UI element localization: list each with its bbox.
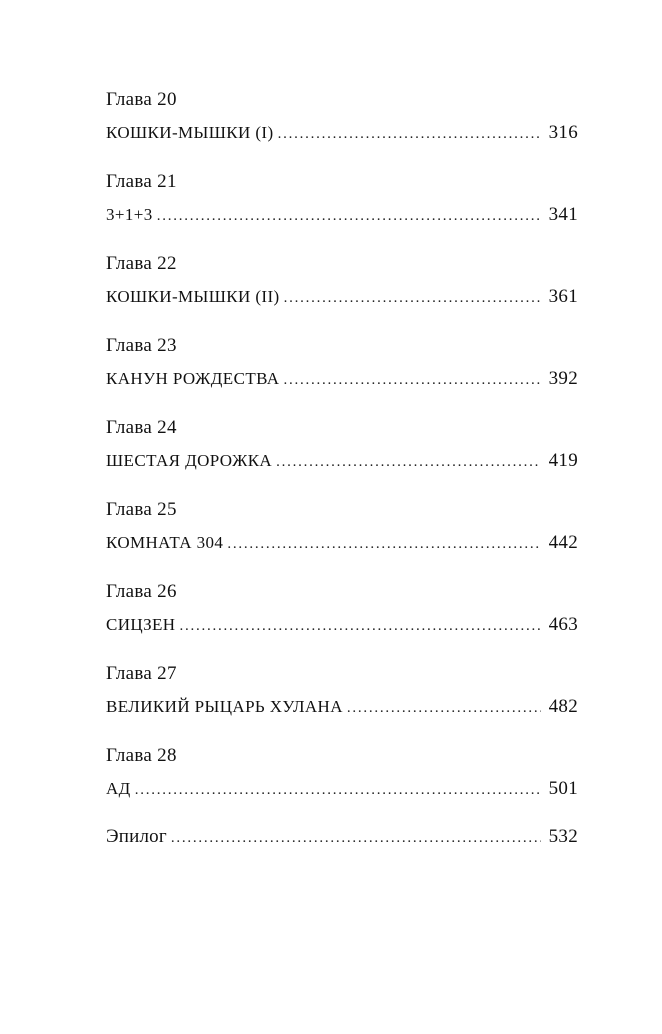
- chapter-label: Глава 21: [106, 171, 177, 192]
- toc-entry-chapter-26: [106, 580, 578, 638]
- toc-entry-chapter-22: [106, 252, 578, 310]
- dot-leader: [284, 285, 541, 311]
- dot-leader: [227, 531, 540, 557]
- toc-line: [106, 612, 578, 638]
- dot-leader: [283, 367, 540, 393]
- toc-entry-chapter-23: [106, 334, 578, 392]
- toc-line: [106, 202, 578, 228]
- chapter-title: КАНУН РОЖДЕСТВА: [106, 369, 280, 388]
- chapter-title: СИЦЗЕН: [106, 615, 176, 634]
- chapter-title: КОШКИ-МЫШКИ (I): [106, 123, 274, 142]
- toc-entry-chapter-20: [106, 88, 578, 146]
- chapter-title: АД: [106, 779, 131, 798]
- dot-leader: [347, 695, 541, 721]
- toc-entry-epilogue: [106, 824, 578, 850]
- chapter-label: Глава 20: [106, 89, 177, 110]
- page-number: 501: [548, 778, 578, 799]
- chapter-title: 3+1+3: [106, 205, 153, 224]
- dot-leader: [171, 825, 541, 851]
- chapter-title: КОШКИ-МЫШКИ (II): [106, 287, 280, 306]
- toc-entry-chapter-27: [106, 662, 578, 720]
- chapter-label: Глава 28: [106, 745, 177, 766]
- page-number: 532: [548, 826, 578, 847]
- page-number: 463: [548, 614, 578, 635]
- page-number: 316: [548, 122, 578, 143]
- toc-line: [106, 530, 578, 556]
- chapter-title: КОМНАТА 304: [106, 533, 224, 552]
- chapter-label: Глава 25: [106, 499, 177, 520]
- toc-entry-chapter-21: [106, 170, 578, 228]
- page-number: 361: [548, 286, 578, 307]
- toc-line: [106, 284, 578, 310]
- page-number: 442: [548, 532, 578, 553]
- toc-line: [106, 448, 578, 474]
- toc-line: [106, 694, 578, 720]
- page-number: 392: [548, 368, 578, 389]
- chapter-label: Глава 24: [106, 417, 177, 438]
- dot-leader: [278, 121, 541, 147]
- toc-entry-chapter-25: [106, 498, 578, 556]
- page-number: 482: [548, 696, 578, 717]
- page-number: 341: [548, 204, 578, 225]
- dot-leader: [179, 613, 540, 639]
- chapter-label: Глава 22: [106, 253, 177, 274]
- table-of-contents: [106, 88, 578, 874]
- dot-leader: [276, 449, 540, 475]
- chapter-label: Глава 23: [106, 335, 177, 356]
- page-number: 419: [548, 450, 578, 471]
- chapter-title: ВЕЛИКИЙ РЫЦАРЬ ХУЛАНА: [106, 697, 343, 716]
- chapter-title: ШЕСТАЯ ДОРОЖКА: [106, 451, 273, 470]
- chapter-label: Глава 27: [106, 663, 177, 684]
- epilogue-title: Эпилог: [106, 826, 167, 847]
- chapter-label: Глава 26: [106, 581, 177, 602]
- toc-entry-chapter-24: [106, 416, 578, 474]
- toc-line: [106, 776, 578, 802]
- dot-leader: [135, 777, 541, 803]
- toc-line: [106, 366, 578, 392]
- toc-entry-chapter-28: [106, 744, 578, 802]
- toc-line: [106, 824, 578, 850]
- dot-leader: [157, 203, 541, 229]
- toc-line: [106, 120, 578, 146]
